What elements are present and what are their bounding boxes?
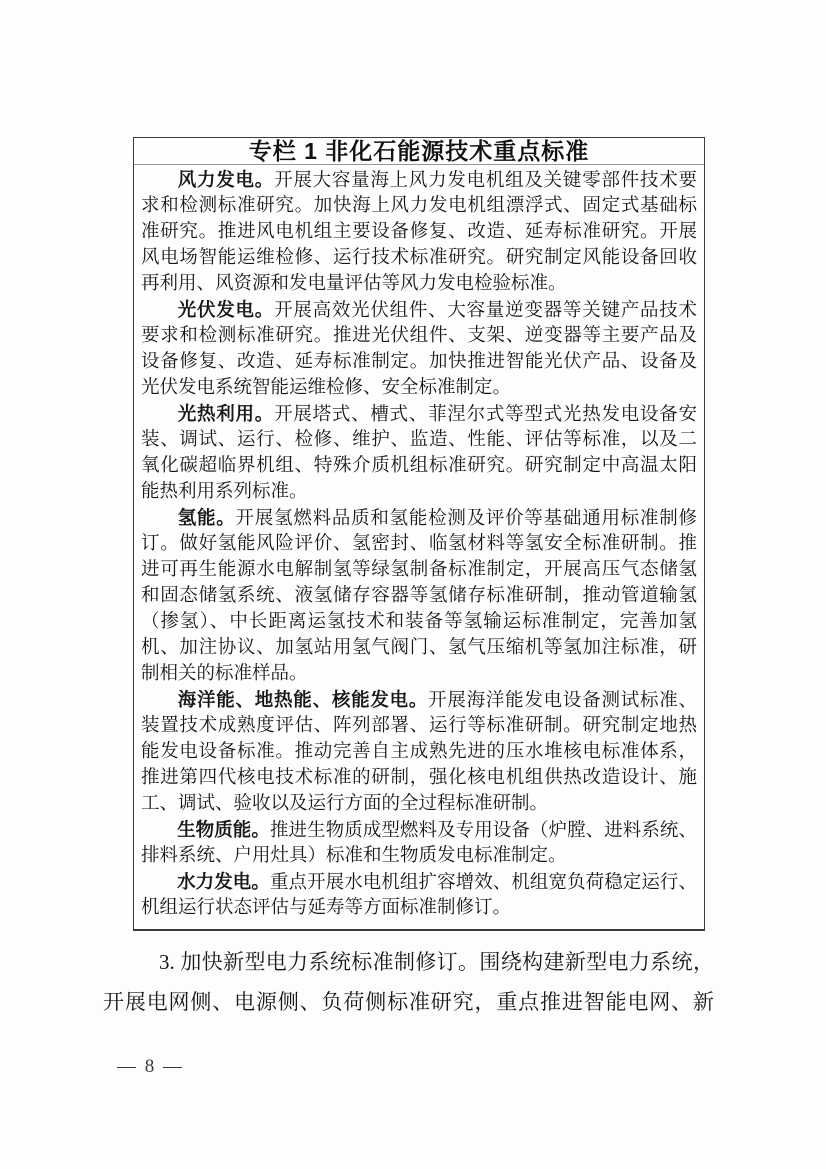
paragraph-indent xyxy=(141,523,177,524)
box-text-line: 再利用、风资源和发电量评估等风力发电检验标准。 xyxy=(141,274,567,294)
box-text-line: 机组运行状态评估与延寿等方面标准制修订。 xyxy=(141,898,512,918)
category-lead: 水力发电。 xyxy=(177,871,270,892)
box-text-line: 进可再生能源水电解制氢等绿氢制备标准制定，开展高压气态储氢 xyxy=(141,560,697,580)
box-text-line: 装、调试、运行、检修、维护、监造、性能、评估等标准，以及二 xyxy=(141,430,697,450)
category-lead: 光热利用。 xyxy=(177,403,275,424)
box-text-line: 能发电设备标准。推动完善自主成熟先进的压水堆核电标准体系， xyxy=(141,742,697,762)
box-text-line: 风力发电。开展大容量海上风力发电机组及关键零部件技术要 xyxy=(141,167,697,193)
feature-box xyxy=(133,137,705,931)
box-text-line: 和固态储氢系统、液氢储存容器等氢储存标准研制，推动管道输氢 xyxy=(141,586,697,606)
paragraph-indent xyxy=(141,419,177,420)
box-text-line: 光伏发电系统智能运维检修、安全标准制定。 xyxy=(141,378,512,398)
box-text-line: 能热利用系列标准。 xyxy=(141,482,308,502)
box-text-line: 光热利用。开展塔式、槽式、菲涅尔式等型式光热发电设备安 xyxy=(141,401,697,427)
category-lead: 氢能。 xyxy=(177,507,236,528)
page-number: — 8 — xyxy=(117,1056,184,1077)
box-text-line: 要求和检测标准研究。推进光伏组件、支架、逆变器等主要产品及 xyxy=(141,326,697,346)
paragraph-indent xyxy=(141,705,177,706)
box-text-line: 光伏发电。开展高效光伏组件、大容量逆变器等关键产品技术 xyxy=(141,297,697,323)
box-text-line: 水力发电。重点开展水电机组扩容增效、机组宽负荷稳定运行、 xyxy=(141,869,697,895)
body-text-line: 开展电网侧、电源侧、负荷侧标准研究，重点推进智能电网、新 xyxy=(103,990,714,1014)
paragraph-indent xyxy=(141,887,177,888)
body-paragraph xyxy=(103,942,714,1022)
paragraph-indent xyxy=(141,835,177,836)
box-text-line: 氧化碳超临界机组、特殊介质机组标准研究。研究制定中高温太阳 xyxy=(141,456,697,476)
box-text-line: 装置技术成熟度评估、阵列部署、运行等标准研制。研究制定地热 xyxy=(141,716,697,736)
box-text-line: 排料系统、户用灶具）标准和生物质发电标准制定。 xyxy=(141,846,567,866)
box-text-line: 风电场智能运维检修、运行技术标准研究。研究制定风能设备回收 xyxy=(141,248,697,268)
box-text-line: 设备修复、改造、延寿标准制定。加快推进智能光伏产品、设备及 xyxy=(141,352,697,372)
box-text-line: 制相关的标准样品。 xyxy=(141,664,308,684)
box-body xyxy=(134,165,704,929)
feature-box-title: 专栏 1 非化石能源技术重点标准 xyxy=(134,138,704,165)
body-text-line: 3. 加快新型电力系统标准制修订。围绕构建新型电力系统， xyxy=(103,942,714,982)
box-text-line: 订。做好氢能风险评价、氢密封、临氢材料等氢安全标准研制。推 xyxy=(141,534,697,554)
box-text-line: 机、加注协议、加氢站用氢气阀门、氢气压缩机等氢加注标准，研 xyxy=(141,638,697,658)
box-text-line: 海洋能、地热能、核能发电。开展海洋能发电设备测试标准、 xyxy=(141,687,697,713)
box-text-line: 生物质能。推进生物质成型燃料及专用设备（炉膛、进料系统、 xyxy=(141,817,697,843)
box-text-line: 工、调试、验收以及运行方面的全过程标准研制。 xyxy=(141,794,549,814)
category-lead: 生物质能。 xyxy=(177,819,270,840)
category-lead: 风力发电。 xyxy=(177,169,275,190)
paragraph-indent xyxy=(103,968,159,969)
box-text-line: 氢能。开展氢燃料品质和氢能检测及评价等基础通用标准制修 xyxy=(141,505,697,531)
paragraph-indent xyxy=(141,315,177,316)
category-lead: 海洋能、地热能、核能发电。 xyxy=(177,689,429,710)
paragraph-indent xyxy=(141,185,177,186)
category-lead: 光伏发电。 xyxy=(177,299,275,320)
box-text-line: （掺氢）、中长距离运氢技术和装备等氢输运标准制定，完善加氢 xyxy=(141,612,697,632)
box-text-line: 准研究。推进风电机组主要设备修复、改造、延寿标准研究。开展 xyxy=(141,222,697,242)
box-text-line: 推进第四代核电技术标准的研制，强化核电机组供热改造设计、施 xyxy=(141,768,697,788)
box-text-line: 求和检测标准研究。加快海上风力发电机组漂浮式、固定式基础标 xyxy=(141,196,697,216)
